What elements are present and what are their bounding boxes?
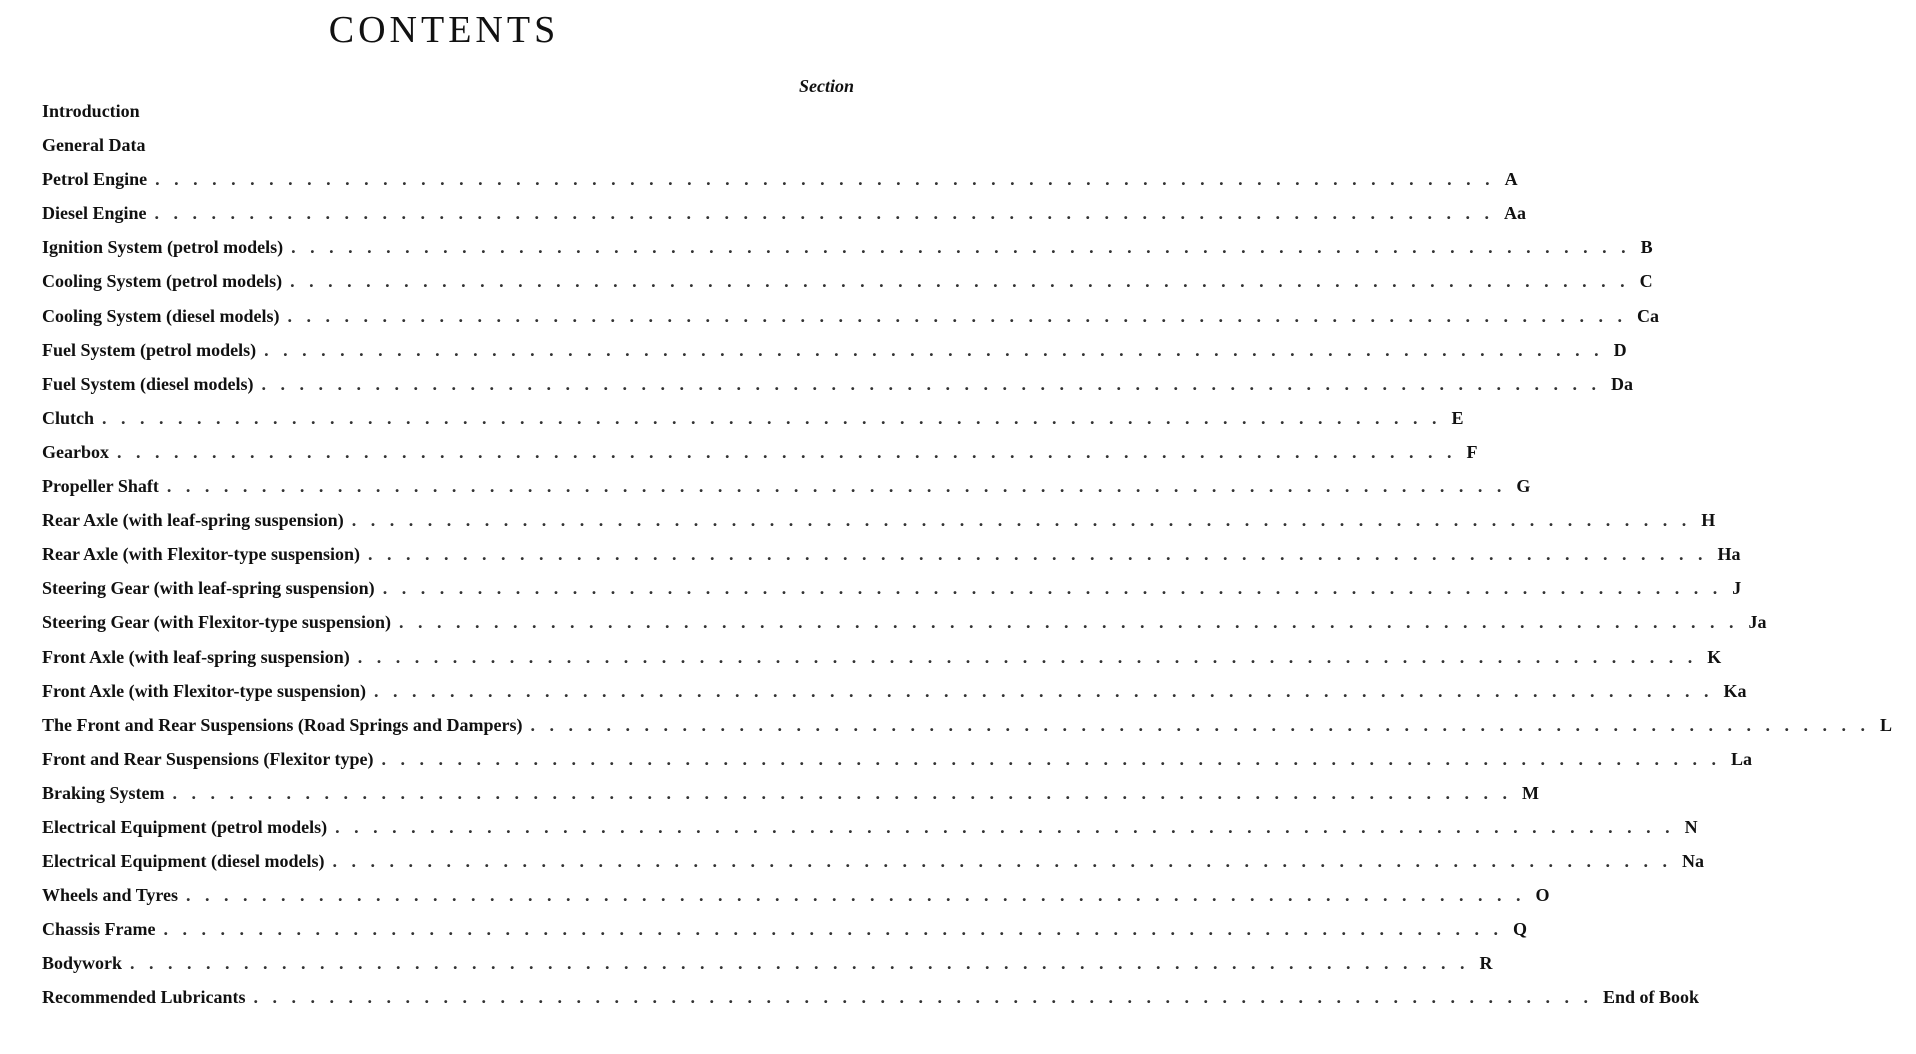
toc-entry[interactable] bbox=[42, 264, 1653, 298]
dot-leader: . . . . . . . . . . . . . . . . . . . . . . . . . . . . . . . . . . . . . . . . . . . . . . . . . . . . . . . . . . . . . . . . . . . . . . . bbox=[130, 953, 1470, 974]
toc-entry[interactable] bbox=[42, 674, 1747, 708]
toc-entry-title: Electrical Equipment (petrol models) bbox=[42, 816, 328, 837]
toc-entry-title: Bodywork bbox=[42, 953, 123, 974]
toc-entry-section: H bbox=[1701, 510, 1716, 531]
dot-leader: . . . . . . . . . . . . . . . . . . . . . . . . . . . . . . . . . . . . . . . . . . . . . . . . . . . . . . . . . . . . . . . . . . . . . . . bbox=[357, 646, 1698, 667]
toc-entry[interactable] bbox=[42, 537, 1741, 571]
toc-entry-title: Front Axle (with leaf-spring suspension) bbox=[42, 646, 350, 667]
toc-entry[interactable] bbox=[42, 162, 1518, 196]
dot-leader: . . . . . . . . . . . . . . . . . . . . . . . . . . . . . . . . . . . . . . . . . . . . . . . . . . . . . . . . . . . . . . . . . . . . . . . bbox=[172, 782, 1513, 803]
toc-entry[interactable] bbox=[42, 742, 1753, 776]
toc-entry[interactable] bbox=[42, 128, 854, 162]
toc-entry[interactable] bbox=[42, 640, 1722, 674]
dot-leader: . . . . . . . . . . . . . . . . . . . . . . . . . . . . . . . . . . . . . . . . . . . . . . . . . . . . . . . . . . . . . . . . . . . . . . . bbox=[287, 305, 1627, 326]
toc-entry[interactable] bbox=[42, 844, 1704, 878]
toc-entry[interactable] bbox=[42, 708, 1892, 742]
toc-entry-title: General Data bbox=[42, 135, 146, 156]
toc-entry-title: Wheels and Tyres bbox=[42, 885, 179, 906]
toc-entry[interactable] bbox=[42, 776, 1540, 810]
toc-entry-section: M bbox=[1522, 782, 1540, 803]
dot-leader: . . . . . . . . . . . . . . . . . . . . . . . . . . . . . . . . . . . . . . . . . . . . . . . . . . . . . . . . . . . . . . . . . . . . . . . bbox=[381, 748, 1722, 769]
toc-entry[interactable] bbox=[42, 196, 1527, 230]
toc-entry-title: Cooling System (petrol models) bbox=[42, 271, 283, 292]
dot-leader: . . . . . . . . . . . . . . . . . . . . . . . . . . . . . . . . . . . . . . . . . . . . . . . . . . . . . . . . . . . . . . . . . . . . . . . bbox=[166, 476, 1507, 497]
toc-entry-section: Aa bbox=[1504, 203, 1527, 224]
toc-entry-section: O bbox=[1535, 885, 1550, 906]
toc-entry-section: B bbox=[1640, 237, 1653, 258]
toc-entry[interactable] bbox=[42, 946, 1493, 980]
toc-entry[interactable] bbox=[42, 401, 1464, 435]
toc-entry[interactable] bbox=[42, 605, 1767, 639]
toc-entry-section: K bbox=[1707, 646, 1722, 667]
toc-entry-title: Steering Gear (with leaf-spring suspension) bbox=[42, 578, 375, 599]
toc-entry-title: Fuel System (diesel models) bbox=[42, 373, 254, 394]
toc-entry-title: Front and Rear Suspensions (Flexitor type) bbox=[42, 748, 374, 769]
dot-leader: . . . . . . . . . . . . . . . . . . . . . . . . . . . . . . . . . . . . . . . . . . . . . . . . . . . . . . . . . . . . . . . . . . . . . . . bbox=[351, 510, 1692, 531]
toc-entry-title: Gearbox bbox=[42, 441, 109, 462]
toc-entry-section: Da bbox=[1610, 373, 1633, 394]
toc-entry-section: J bbox=[1732, 578, 1742, 599]
dot-leader: . . . . . . . . . . . . . . . . . . . . . . . . . . . . . . . . . . . . . . . . . . . . . . . . . . . . . . . . . . . . . . . . . . . . . . . bbox=[186, 885, 1526, 906]
toc-entry-title: Diesel Engine bbox=[42, 203, 147, 224]
toc-entry[interactable] bbox=[42, 333, 1627, 367]
toc-entry-title: Electrical Equipment (diesel models) bbox=[42, 851, 325, 872]
toc-entry-title: Cooling System (diesel models) bbox=[42, 305, 280, 326]
dot-leader: . . . . . . . . . . . . . . . . . . . . . . . . . . . . . . . . . . . . . . . . . . . . . . . . . . . . . . . . . . . . . . . . . . . . . . . bbox=[154, 203, 1495, 224]
toc-entry-title: Rear Axle (with leaf-spring suspension) bbox=[42, 510, 344, 531]
toc-entry[interactable] bbox=[42, 230, 1653, 264]
dot-leader: . . . . . . . . . . . . . . . . . . . . . . . . . . . . . . . . . . . . . . . . . . . . . . . . . . . . . . . . . . . . . . . . . . . . . . . bbox=[398, 612, 1739, 633]
page-title: CONTENTS bbox=[328, 9, 560, 51]
toc-entry[interactable] bbox=[42, 94, 854, 128]
dot-leader: . . . . . . . . . . . . . . . . . . . . . . . . . . . . . . . . . . . . . . . . . . . . . . . . . . . . . . . . . . . . . . . . . . . . . . . bbox=[264, 339, 1604, 360]
toc-entry-section: G bbox=[1516, 476, 1531, 497]
toc-entry-title: Clutch bbox=[42, 407, 95, 428]
dot-leader: . . . . . . . . . . . . . . . . . . . . . . . . . . . . . . . . . . . . . . . . . . . . . . . . . . . . . . . . . . . . . . . . . . . . . . . bbox=[261, 373, 1601, 394]
toc-entry-section: L bbox=[1879, 714, 1892, 735]
toc-entry-section: F bbox=[1466, 441, 1478, 462]
dot-leader: . . . . . . . . . . . . . . . . . . . . . . . . . . . . . . . . . . . . . . . . . . . . . . . . . . . . . . . . . . . . . . . . . . . . . . . bbox=[102, 407, 1442, 428]
toc-entry-title: Ignition System (petrol models) bbox=[42, 237, 284, 258]
dot-leader: . . . . . . . . . . . . . . . . . . . . . . . . . . . . . . . . . . . . . . . . . . . . . . . . . . . . . . . . . . . . . . . . . . . . . . . bbox=[335, 816, 1675, 837]
dot-leader: . . . . . . . . . . . . . . . . . . . . . . . . . . . . . . . . . . . . . . . . . . . . . . . . . . . . . . . . . . . . . . . . . . . . . . . bbox=[530, 714, 1870, 735]
toc-entry-title: The Front and Rear Suspensions (Road Springs and Dampers) bbox=[42, 714, 523, 735]
dot-leader: . . . . . . . . . . . . . . . . . . . . . . . . . . . . . . . . . . . . . . . . . . . . . . . . . . . . . . . . . . . . . . . . . . . . . . . bbox=[117, 441, 1457, 462]
toc-entry-section: C bbox=[1639, 271, 1653, 292]
toc-entry-section: R bbox=[1479, 953, 1493, 974]
toc-entry-title: Rear Axle (with Flexitor-type suspension) bbox=[42, 544, 360, 565]
toc-entry-section: E bbox=[1451, 407, 1464, 428]
toc-entry[interactable] bbox=[42, 810, 1698, 844]
dot-leader: . . . . . . . . . . . . . . . . . . . . . . . . . . . . . . . . . . . . . . . . . . . . . . . . . . . . . . . . . . . . . . . . . . . . . . . bbox=[382, 578, 1723, 599]
toc-entry-section: End of Book bbox=[1603, 987, 1700, 1008]
toc-entry-title: Fuel System (petrol models) bbox=[42, 339, 257, 360]
toc-entry-section: Ha bbox=[1717, 544, 1741, 565]
toc-entry-section: Ka bbox=[1723, 680, 1747, 701]
toc-entry-section: Ca bbox=[1637, 305, 1659, 326]
toc-entry-title: Introduction bbox=[42, 101, 140, 121]
toc-entry-section: Q bbox=[1513, 919, 1528, 940]
toc-entry[interactable] bbox=[42, 435, 1478, 469]
toc-entry[interactable] bbox=[42, 367, 1633, 401]
section-column-heading: Section bbox=[798, 76, 854, 96]
toc-entry-title: Petrol Engine bbox=[42, 169, 148, 190]
dot-leader: . . . . . . . . . . . . . . . . . . . . . . . . . . . . . . . . . . . . . . . . . . . . . . . . . . . . . . . . . . . . . . . . . . . . . . . bbox=[332, 851, 1672, 872]
toc-entry-section: Ja bbox=[1748, 612, 1767, 633]
toc-entry[interactable] bbox=[42, 878, 1550, 912]
toc-entry-title: Front Axle (with Flexitor-type suspension) bbox=[42, 680, 366, 701]
toc-entry-section: A bbox=[1504, 169, 1518, 190]
dot-leader: . . . . . . . . . . . . . . . . . . . . . . . . . . . . . . . . . . . . . . . . . . . . . . . . . . . . . . . . . . . . . . . . . . . . . . . bbox=[253, 987, 1593, 1008]
toc-entry-section: Na bbox=[1681, 851, 1704, 872]
dot-leader: . . . . . . . . . . . . . . . . . . . . . . . . . . . . . . . . . . . . . . . . . . . . . . . . . . . . . . . . . . . . . . . . . . . . . . . bbox=[290, 271, 1630, 292]
toc-entry-section: D bbox=[1613, 339, 1627, 360]
toc-entry[interactable] bbox=[42, 469, 1531, 503]
toc-entry-title: Steering Gear (with Flexitor-type suspension) bbox=[42, 612, 391, 633]
dot-leader: . . . . . . . . . . . . . . . . . . . . . . . . . . . . . . . . . . . . . . . . . . . . . . . . . . . . . . . . . . . . . . . . . . . . . . . bbox=[291, 237, 1631, 258]
toc-entry-section: N bbox=[1684, 816, 1698, 837]
dot-leader: . . . . . . . . . . . . . . . . . . . . . . . . . . . . . . . . . . . . . . . . . . . . . . . . . . . . . . . . . . . . . . . . . . . . . . . bbox=[374, 680, 1714, 701]
toc-entry[interactable] bbox=[42, 571, 1742, 605]
toc-entry[interactable] bbox=[42, 980, 1700, 1014]
dot-leader: . . . . . . . . . . . . . . . . . . . . . . . . . . . . . . . . . . . . . . . . . . . . . . . . . . . . . . . . . . . . . . . . . . . . . . . bbox=[163, 919, 1503, 940]
toc-entry[interactable] bbox=[42, 912, 1528, 946]
dot-leader: . . . . . . . . . . . . . . . . . . . . . . . . . . . . . . . . . . . . . . . . . . . . . . . . . . . . . . . . . . . . . . . . . . . . . . . bbox=[155, 169, 1495, 190]
toc-entry-title: Chassis Frame bbox=[42, 919, 156, 940]
toc-entry-title: Braking System bbox=[42, 782, 165, 803]
toc-entry-title: Recommended Lubricants bbox=[42, 987, 246, 1008]
toc-entry-section: La bbox=[1731, 748, 1753, 769]
toc-entry-title: Propeller Shaft bbox=[42, 476, 159, 497]
toc-entry[interactable] bbox=[42, 503, 1716, 537]
table-of-contents bbox=[42, 94, 1892, 1015]
dot-leader: . . . . . . . . . . . . . . . . . . . . . . . . . . . . . . . . . . . . . . . . . . . . . . . . . . . . . . . . . . . . . . . . . . . . . . . bbox=[367, 544, 1708, 565]
toc-entry[interactable] bbox=[42, 299, 1659, 333]
